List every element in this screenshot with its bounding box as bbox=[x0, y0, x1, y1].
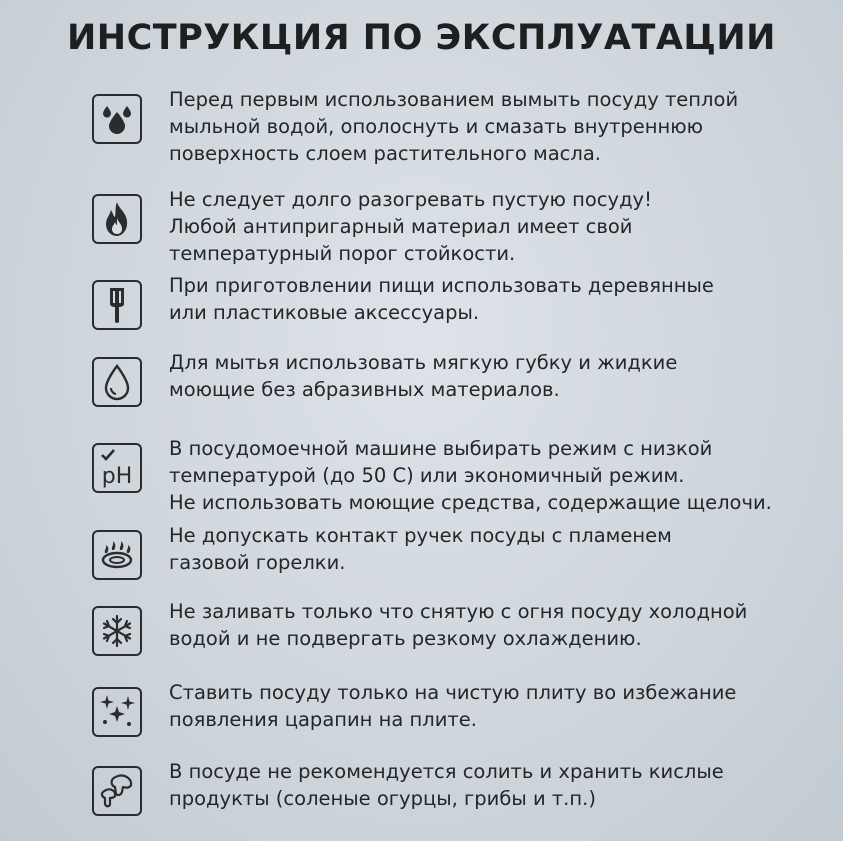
instruction-text: В посуде не рекомендуется солить и хранить кислые продукты (соленые огурцы, грибы и т.п.) bbox=[169, 760, 724, 810]
instruction-text: Не заливать только что снятую с огня посуду холодной водой и не подвергать резкому охлаждению. bbox=[169, 600, 748, 650]
ph-check-icon bbox=[92, 443, 142, 493]
page-title: ИНСТРУКЦИЯ ПО ЭКСПЛУАТАЦИИ bbox=[67, 18, 776, 58]
spatula-icon bbox=[92, 280, 142, 330]
instruction-text: Перед первым использованием вымыть посуду теплой мыльной водой, ополоснуть и смазать внутреннюю поверхность слоем растительного масла. bbox=[169, 88, 739, 165]
water-drops-icon bbox=[92, 94, 142, 144]
snowflake-icon bbox=[92, 606, 142, 656]
instruction-text: В посудомоечной машине выбирать режим с низкой температурой (до 50 С) или экономичный режим. Не использовать моющие средства, содержащие щелочи. bbox=[169, 437, 772, 514]
drop-outline-icon bbox=[92, 357, 142, 407]
instruction-text: Ставить посуду только на чистую плиту во избежание появления царапин на плите. bbox=[169, 681, 737, 731]
instruction-text: При приготовлении пищи использовать деревянные или пластиковые аксессуары. bbox=[169, 274, 714, 324]
gas-burner-icon bbox=[92, 530, 142, 580]
instruction-text: Не следует долго разогревать пустую посуду! Любой антипригарный материал имеет свой температурный порог стойкости. bbox=[169, 188, 652, 265]
fire-icon bbox=[92, 194, 142, 244]
instruction-text: Для мытья использовать мягкую губку и жидкие моющие без абразивных материалов. bbox=[169, 351, 678, 401]
svg-text:pH: pH bbox=[101, 464, 133, 489]
instruction-text: Не допускать контакт ручек посуды с пламенем газовой горелки. bbox=[169, 524, 672, 574]
sparkles-icon bbox=[92, 687, 142, 737]
mushroom-icon bbox=[92, 766, 142, 816]
